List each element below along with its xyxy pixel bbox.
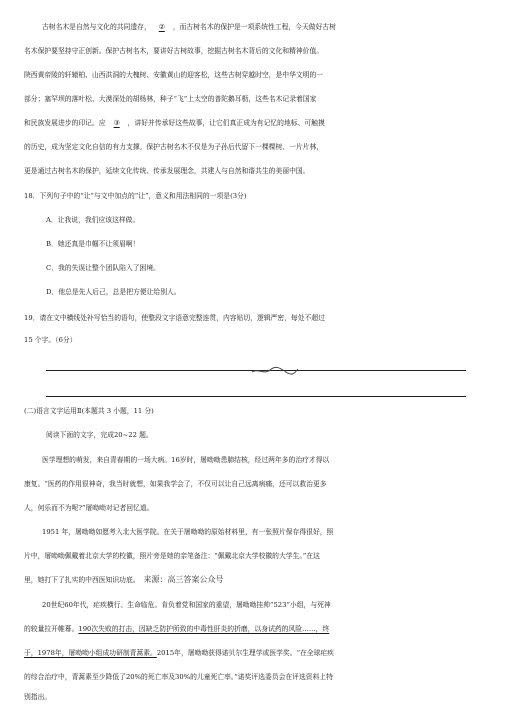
passage-text: 里，她打下了扎实的中西医知识功底。 (24, 576, 140, 584)
passage-line: 的历史，成为坚定文化自信的有力支撑。保护古树名木不仅是为子孙后代留下一棵棵树、一片片林， (24, 143, 324, 151)
blank-2: ② (158, 23, 165, 31)
passage-text: 2015年，屠呦呦获得诺贝尔生理学或医学奖。“在全球疟疾 (156, 649, 334, 657)
question-18-stem: 18．下列句子中的“让”与文中加点的“让”，意义和用法相同的一项是(3分) (24, 192, 247, 200)
passage-line (24, 646, 519, 660)
passage-line (24, 622, 519, 636)
scribble-mark (250, 366, 300, 376)
blank-3: ③ (113, 119, 120, 127)
passage-line: 更是通过古树名木的保护，延续文化传统、传承发展理念，共建人与自然和谐共生的美丽中国。 (24, 167, 310, 175)
passage-line: 医学理想的萌发，来自青春期的一场大病。16岁时，屠呦呦患肺结核，经过两年多的治疗才得以 (42, 456, 330, 464)
passage-line (24, 116, 519, 130)
option-b: B．她还真是巾帼不让须眉啊！ (46, 240, 140, 248)
passage-line: 康复。“医药的作用很神奇，我当时就想，如果我学会了，不仅可以让自己远离病痛，还可以救治更多 (24, 480, 327, 488)
underlined-sentence: 于，1978年，屠呦呦小组成功研制青蒿素。 (24, 649, 157, 657)
passage-line: 陕西黄帝陵的轩辕柏、山西洪洞的大槐树、安徽黄山的迎客松，这些古树穿越时空，是中华文明的一 (24, 71, 324, 79)
underlined-sentence: 190次失败的打击，因缺乏防护所致的中毒性肝炎的折磨，以身试药的风险……，终 (78, 625, 330, 633)
passage-line: 名木保护要坚持守正创新。保护古树名木，要讲好古树故事，挖掘古树名木背后的文化和精神价值。 (24, 47, 324, 55)
option-c: C．我的失误让整个团队陷入了困境。 (46, 264, 160, 272)
passage-text: 古树名木是自然与文化的共同遗存， (42, 23, 151, 31)
passage-text: ，而古树名木的保护是一项系统性工程，今天做好古树 (172, 23, 336, 31)
option-d: D．他总是先人后己，总是把方便让给别人。 (46, 288, 181, 296)
passage-line (42, 20, 519, 34)
passage-line: 20世纪60年代，疟疾横行、生命临危。肯负着党和国家的重望，屠呦呦挂帅“523”小组，与死神 (42, 601, 331, 609)
passage-text: 的较量拉开帷幕。 (24, 625, 79, 633)
passage-line: 的综合治疗中，青蒿素至少降低了20%的死亡率及30%的儿童死亡率。”诺奖评选委员会在评选资料上特 (24, 673, 333, 681)
passage-line: 部分；塞罕坝的落叶松、大漠深处的胡杨林，种子“飞”上太空的普陀鹅耳枥，这些名木记录着国家 (24, 95, 317, 103)
answer-line (46, 396, 466, 397)
passage-line: 别指出。 (24, 693, 52, 701)
passage-line: 人，何乐而不为呢?”屠呦呦对记者回忆道。 (24, 504, 154, 512)
section-intro: 阅读下面的文字，完成20~22 题。 (46, 431, 153, 439)
passage-line: 1951 年，屠呦呦如愿考入北大医学院。在关于屠呦呦的原始材料里，有一张照片保存得很好，照 (42, 528, 334, 536)
question-19-stem: 19．请在文中横线处补写恰当的语句，使整段文字语意完整连贯，内容贴切，逻辑严密，每处不超过 (24, 314, 325, 322)
section-title: (二)语言文字运用Ⅱ(本题共 3 小题，11 分) (24, 407, 154, 415)
passage-line (24, 573, 519, 587)
passage-line: 片中，屠呦呦佩戴着北京大学的校徽，照片旁是她的亲笔备注：“佩戴北京大学校徽的大学生。”在这 (24, 552, 320, 560)
option-a: A．让我说，我们应该这样做。 (46, 216, 140, 224)
passage-text: 和民族发展进步的印记。应 (24, 119, 106, 127)
watermark-text: 来源：高三答案公众号 (143, 575, 224, 584)
question-19-stem: 15 个字。（6分） (24, 336, 77, 344)
passage-text: ，讲好并传承好这些故事，让它们真正成为有记忆的地标、可触摸 (127, 119, 325, 127)
